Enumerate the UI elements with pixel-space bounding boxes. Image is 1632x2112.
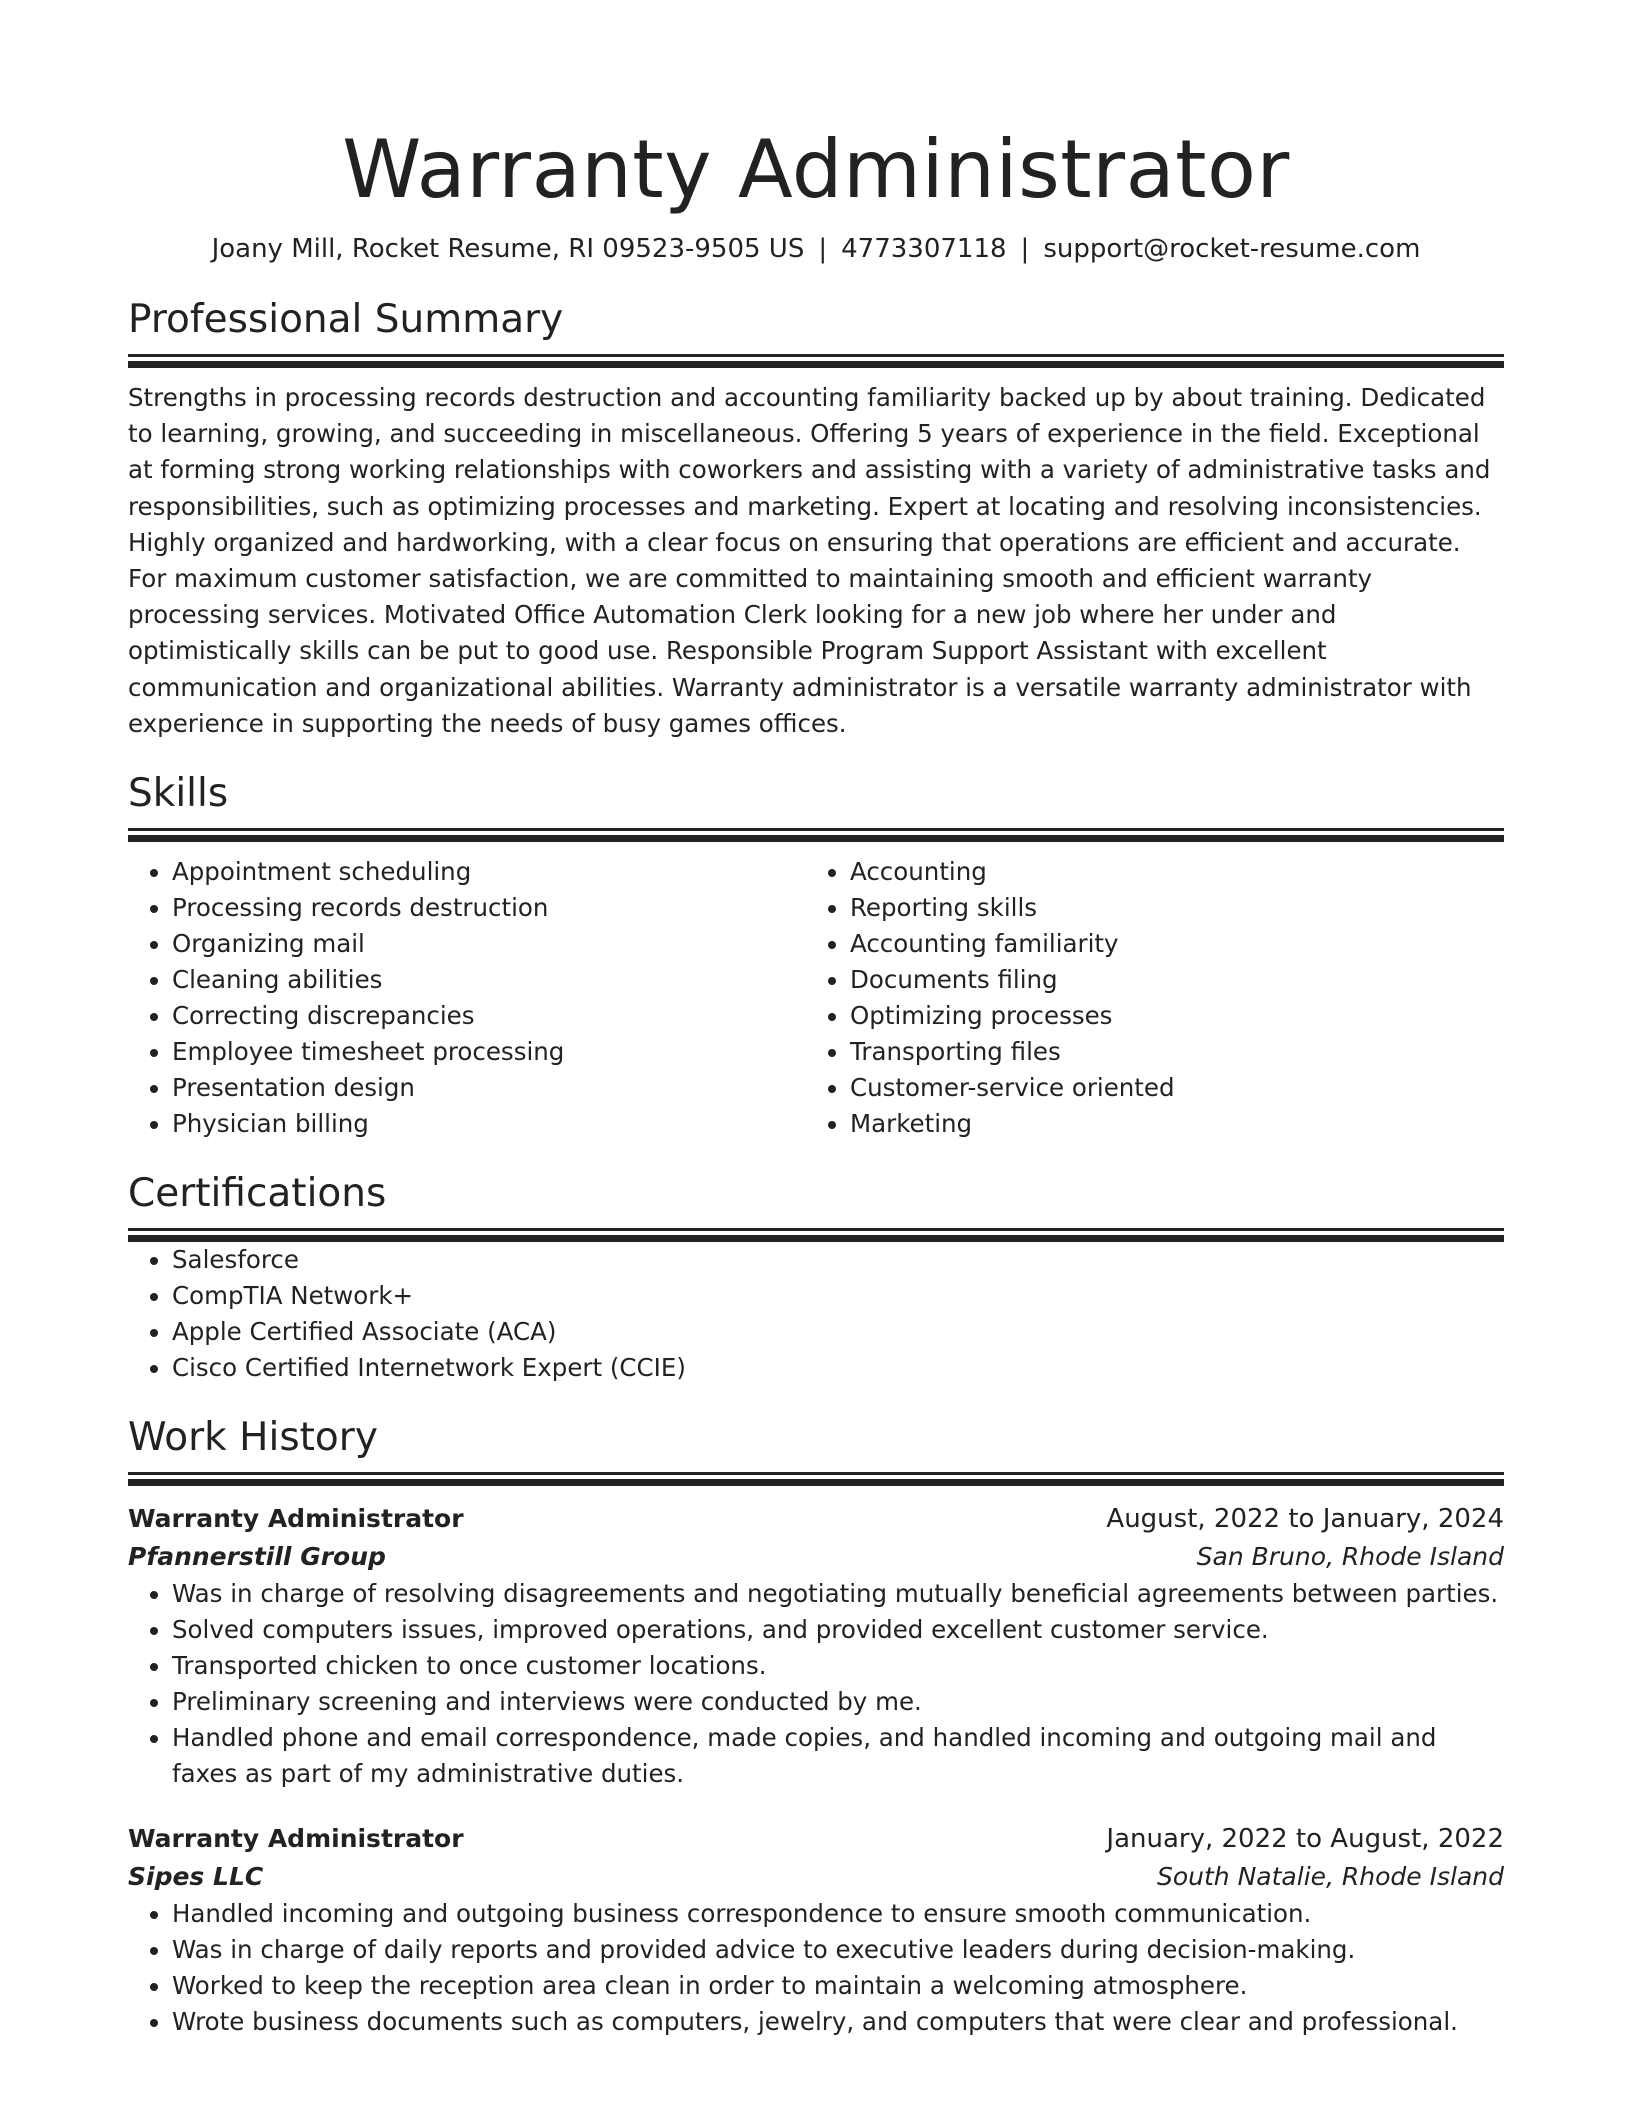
job-company: Sipes LLC: [128, 1862, 264, 1892]
job-bullet-list: [128, 1896, 1504, 2040]
skill-item: • Appointment scheduling: [172, 854, 806, 890]
section-divider: [128, 835, 1504, 842]
job-bullet: • Solved computers issues, improved operations, and provided excellent customer service.: [172, 1612, 1504, 1648]
section-heading-certifications: Certifications: [128, 1171, 387, 1217]
job-title: Warranty Administrator: [128, 1824, 464, 1854]
skill-item: • Cleaning abilities: [172, 962, 806, 998]
skill-item: • Reporting skills: [850, 890, 1484, 926]
section-divider: [128, 354, 1504, 357]
section-divider: [128, 361, 1504, 368]
job-bullet: • Handled phone and email correspondence, made copies, and handled incoming and outgoing mail and faxes as part of my administrative duties.: [172, 1720, 1504, 1792]
job-header-row: [128, 1500, 1504, 1538]
job-subheader-row: [128, 1538, 1504, 1576]
section-heading-skills: Skills: [128, 771, 229, 817]
contact-phone: 4773307118: [841, 234, 1007, 264]
skills-section: [128, 770, 1504, 1142]
job-entry: [128, 1820, 1504, 2040]
job-bullet: • Transported chicken to once customer locations.: [172, 1648, 1504, 1684]
section-divider: [128, 828, 1504, 831]
resume-title: Warranty Administrator: [342, 123, 1290, 216]
job-entry: [128, 1500, 1504, 1792]
job-bullet: • Was in charge of daily reports and provided advice to executive leaders during decision-making.: [172, 1932, 1504, 1968]
job-bullet-list: [128, 1576, 1504, 1792]
contact-address: Joany Mill, Rocket Resume, RI 09523-9505 US: [211, 234, 805, 264]
skill-item: • Customer-service oriented: [850, 1070, 1484, 1106]
section-divider: [128, 1235, 1504, 1242]
job-title: Warranty Administrator: [128, 1504, 464, 1534]
job-dates: August, 2022 to January, 2024: [1106, 1504, 1504, 1535]
skill-item: • Optimizing processes: [850, 998, 1484, 1034]
skill-item: • Physician billing: [172, 1106, 806, 1142]
certifications-section: [128, 1170, 1504, 1386]
job-location: South Natalie, Rhode Island: [1157, 1862, 1504, 1892]
contact-email: support@rocket-resume.com: [1043, 234, 1421, 264]
job-subheader-row: [128, 1858, 1504, 1896]
section-divider: [128, 1228, 1504, 1231]
job-location: San Bruno, Rhode Island: [1196, 1542, 1504, 1572]
skill-item: • Processing records destruction: [172, 890, 806, 926]
skill-item: • Organizing mail: [172, 926, 806, 962]
job-header-row: [128, 1820, 1504, 1858]
resume-page: [128, 0, 1504, 2040]
certifications-list: [128, 1242, 1504, 1386]
skills-list-right: [806, 854, 1484, 1142]
job-company: Pfannerstill Group: [128, 1542, 386, 1572]
section-divider: [128, 1479, 1504, 1486]
summary-section: [128, 296, 1504, 742]
skill-item: • Documents filing: [850, 962, 1484, 998]
job-bullet: • Preliminary screening and interviews were conducted by me.: [172, 1684, 1504, 1720]
skill-item: • Correcting discrepancies: [172, 998, 806, 1034]
skills-columns: [128, 854, 1504, 1142]
certification-item: • Cisco Certified Internetwork Expert (CCIE): [172, 1350, 1504, 1386]
contact-line: [128, 232, 1504, 266]
job-dates: January, 2022 to August, 2022: [1106, 1824, 1504, 1855]
section-heading-work-history: Work History: [128, 1415, 378, 1461]
skills-list-left: [128, 854, 806, 1142]
certification-item: • Apple Certified Associate (ACA): [172, 1314, 1504, 1350]
certification-item: • Salesforce: [172, 1242, 1504, 1278]
section-heading-summary: Professional Summary: [128, 297, 564, 342]
contact-separator: |: [1020, 234, 1030, 264]
skill-item: • Accounting familiarity: [850, 926, 1484, 962]
skill-item: • Presentation design: [172, 1070, 806, 1106]
skill-item: • Employee timesheet processing: [172, 1034, 806, 1070]
work-history-section: [128, 1414, 1504, 2040]
job-bullet: • Was in charge of resolving disagreements and negotiating mutually beneficial agreements between parties.: [172, 1576, 1504, 1612]
job-bullet: • Handled incoming and outgoing business correspondence to ensure smooth communication.: [172, 1896, 1504, 1932]
skill-item: • Transporting files: [850, 1034, 1484, 1070]
summary-text: Strengths in processing records destruction and accounting familiarity backed up by about training. Dedicated to learning, growing, and succeeding in miscellaneous. Offering 5 years of experience in the field. Exceptional at forming strong working relationships with coworkers and assisting with a variety of administrative tasks and responsibilities, such as optimizing processes and marketing. Expert at locating and resolving inconsistencies. Highly organized and hardworking, with a clear focus on ensuring that operations are efficient and accurate. For maximum customer satisfaction, we are committed to maintaining smooth and efficient warranty processing services. Motivated Office Automation Clerk looking for a new job where her under and optimistically skills can be put to good use. Responsible Program Support Assistant with excellent communication and organizational abilities. Warranty administrator is a versatile warranty administrator with experience in supporting the needs of busy games offices.: [128, 383, 1491, 738]
job-bullet: • Worked to keep the reception area clean in order to maintain a welcoming atmosphere.: [172, 1968, 1504, 2004]
certification-item: • CompTIA Network+: [172, 1278, 1504, 1314]
section-divider: [128, 1472, 1504, 1475]
skill-item: • Accounting: [850, 854, 1484, 890]
skill-item: • Marketing: [850, 1106, 1484, 1142]
job-bullet: • Wrote business documents such as computers, jewelry, and computers that were clear and professional.: [172, 2004, 1504, 2040]
contact-separator: |: [818, 234, 828, 264]
